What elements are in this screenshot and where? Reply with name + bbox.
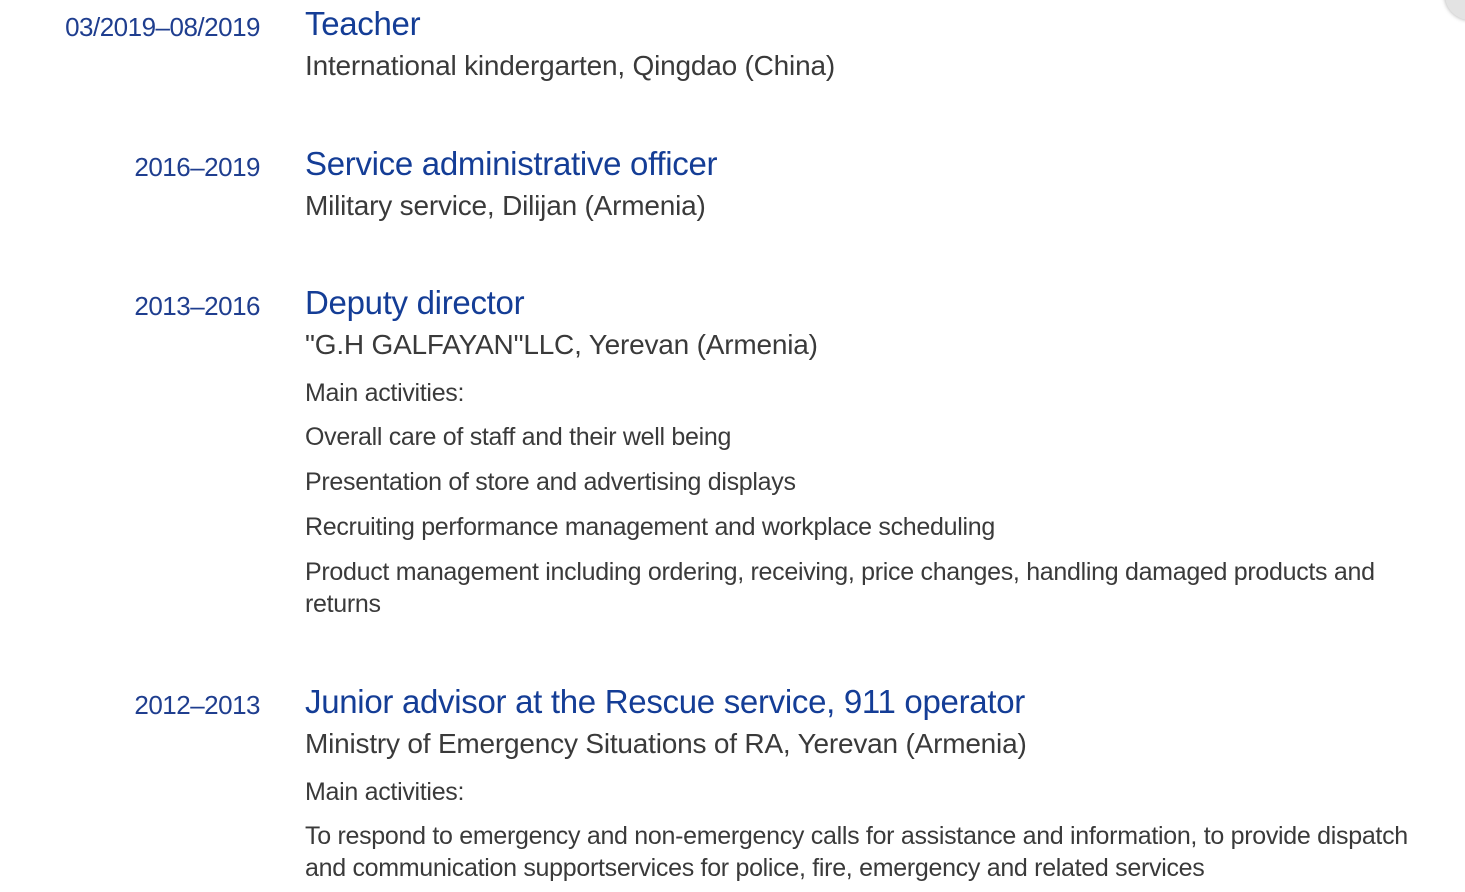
activities-heading: Main activities: [305,379,465,407]
entry-date: 03/2019–08/2019 [65,12,260,42]
activity-item: Presentation of store and advertising displays [305,468,796,496]
activity-item: To respond to emergency and non-emergency calls for assistance and information, to provide dispatch and communication supportservices for police, fire, emergency and related services [305,822,1408,882]
entry-content [305,682,1455,884]
entry-content [305,144,1455,223]
entry-date: 2016–2019 [134,152,260,182]
organization: Military service, Dilijan (Armenia) [305,190,706,221]
activity-item: Recruiting performance management and workplace scheduling [305,513,995,541]
organization: "G.H GALFAYAN"LLC, Yerevan (Armenia) [305,329,818,360]
job-title: Deputy director [305,284,525,321]
activity-item: Product management including ordering, receiving, price changes, handling damaged products and returns [305,558,1375,618]
job-title: Service administrative officer [305,145,718,182]
activity-item: Overall care of staff and their well being [305,423,732,451]
entry-date: 2012–2013 [134,690,260,720]
organization: International kindergarten, Qingdao (China) [305,50,835,81]
entry-content [305,4,1455,83]
entry-date: 2013–2016 [134,291,260,321]
job-title: Junior advisor at the Rescue service, 911 operator [305,683,1025,720]
entry-content [305,283,1455,620]
organization: Ministry of Emergency Situations of RA, Yerevan (Armenia) [305,728,1027,759]
activities-heading: Main activities: [305,778,465,806]
job-title: Teacher [305,5,421,42]
